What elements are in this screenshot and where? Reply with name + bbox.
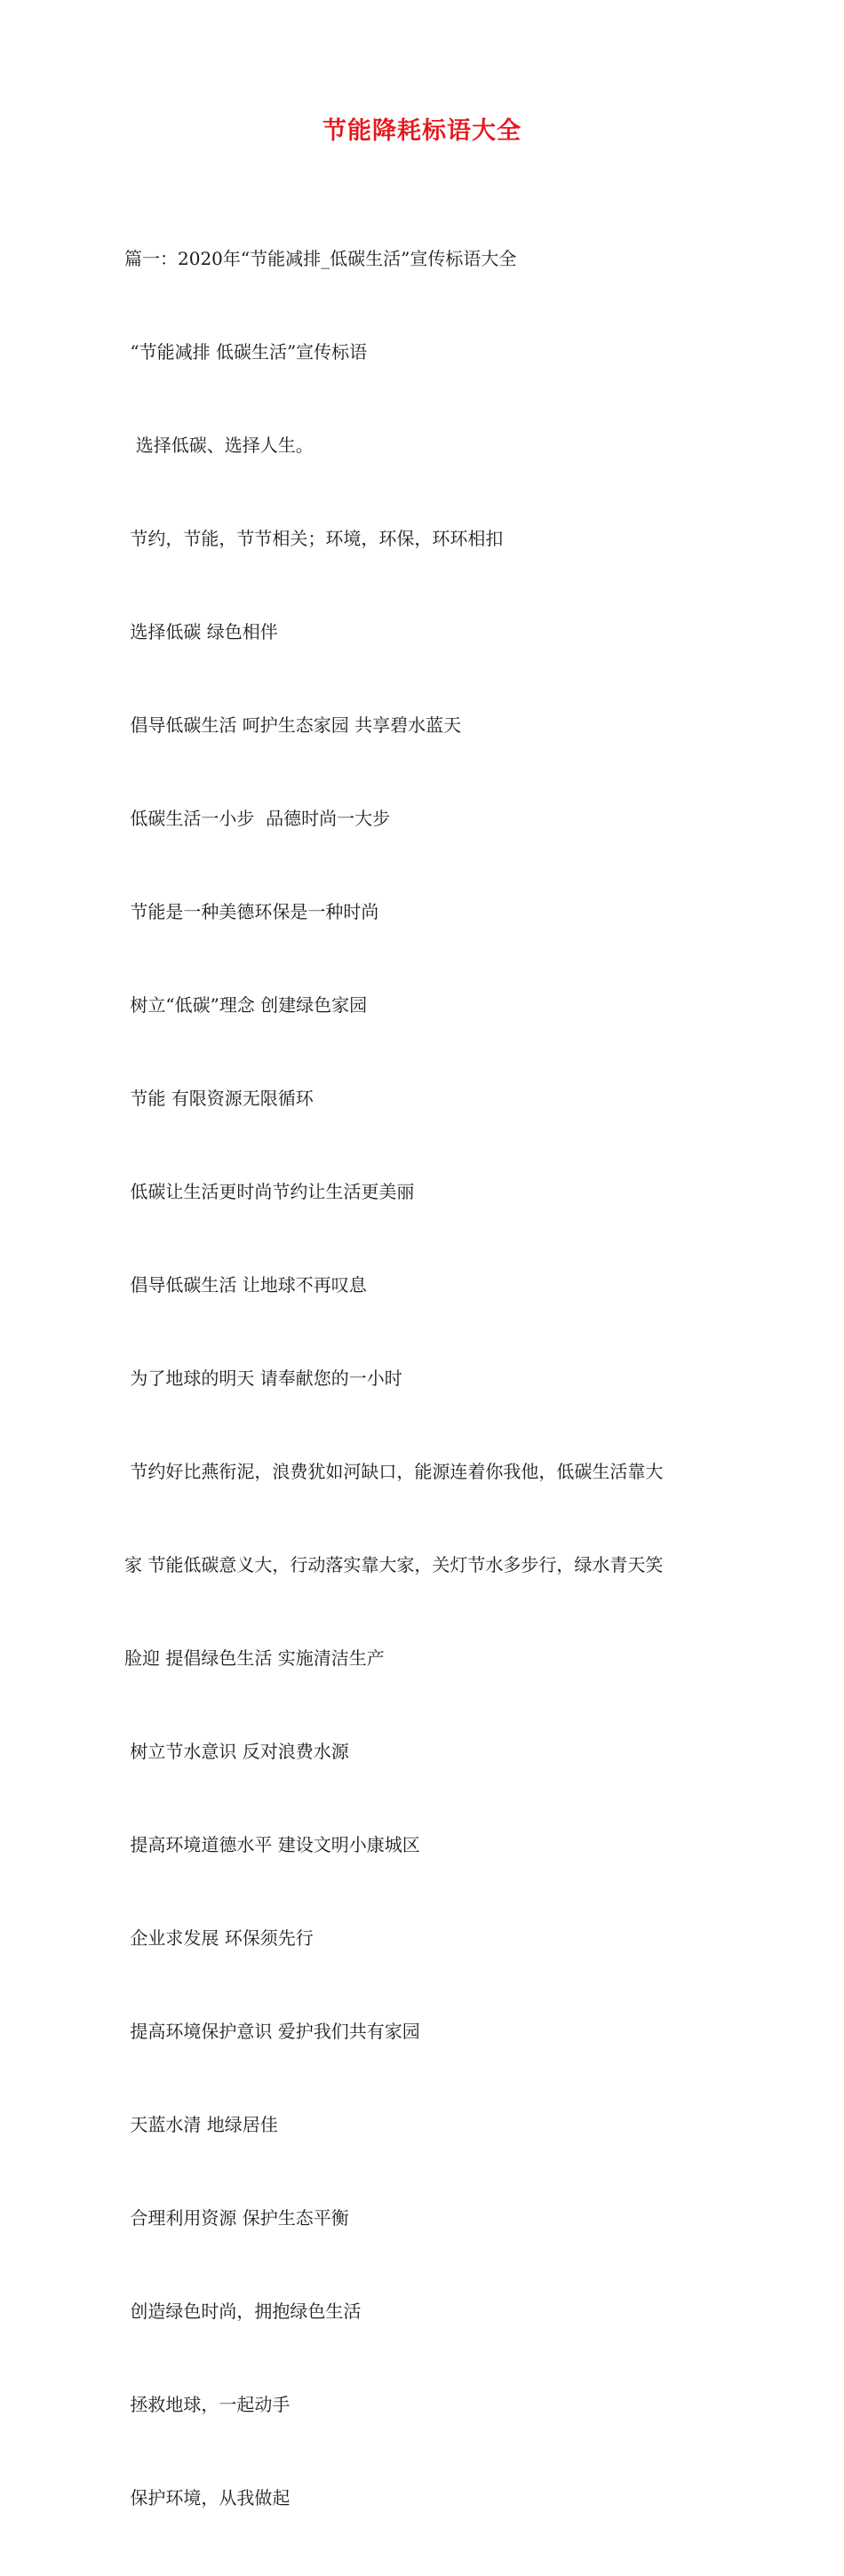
body-line: 家 节能低碳意义大，行动落实靠大家，关灯节水多步行，绿水青天笑	[124, 1554, 664, 1575]
body-line: 树立节水意识 反对浪费水源	[124, 1741, 349, 1762]
body-line: 选择低碳、选择人生。	[124, 435, 314, 456]
body-line: 为了地球的明天 请奉献您的一小时	[124, 1368, 402, 1389]
body-line: 篇一：2020年“节能减排_低碳生活”宣传标语大全	[124, 248, 517, 269]
document-title: 节能降耗标语大全	[322, 117, 522, 145]
body-line: 倡导低碳生活 让地球不再叹息	[124, 1274, 367, 1296]
body-line: 保护环境，从我做起	[124, 2487, 291, 2508]
body-line: 拯救地球，一起动手	[124, 2394, 291, 2415]
body-line: 低碳生活一小步 品德时尚一大步	[124, 808, 391, 829]
body-line: “节能减排 低碳生活”宣传标语	[124, 341, 368, 363]
body-line: 企业求发展 环保须先行	[124, 1927, 314, 1949]
body-line: 低碳让生活更时尚节约让生活更美丽	[124, 1181, 415, 1202]
body-line: 脸迎 提倡绿色生活 实施清洁生产	[124, 1647, 385, 1669]
body-line: 天蓝水清 地绿居佳	[124, 2114, 278, 2135]
body-line: 选择低碳 绿色相伴	[124, 621, 278, 642]
document-body	[124, 181, 729, 2576]
body-line: 提高环境道德水平 建设文明小康城区	[124, 1834, 420, 1855]
body-line: 节能 有限资源无限循环	[124, 1088, 314, 1109]
body-line: 节约好比燕衔泥，浪费犹如河缺口，能源连着你我他，低碳生活靠大	[124, 1461, 664, 1482]
body-line: 节能是一种美德环保是一种时尚	[124, 901, 379, 922]
body-line: 创造绿色时尚，拥抱绿色生活	[124, 2301, 362, 2322]
body-line: 树立“低碳”理念 创建绿色家园	[124, 994, 368, 1016]
body-line: 提高环境保护意识 爱护我们共有家园	[124, 2021, 420, 2042]
body-line: 倡导低碳生活 呵护生态家园 共享碧水蓝天	[124, 714, 462, 736]
body-line: 节约，节能，节节相关；环境，环保，环环相扣	[124, 528, 504, 549]
body-line: 合理利用资源 保护生态平衡	[124, 2207, 349, 2229]
